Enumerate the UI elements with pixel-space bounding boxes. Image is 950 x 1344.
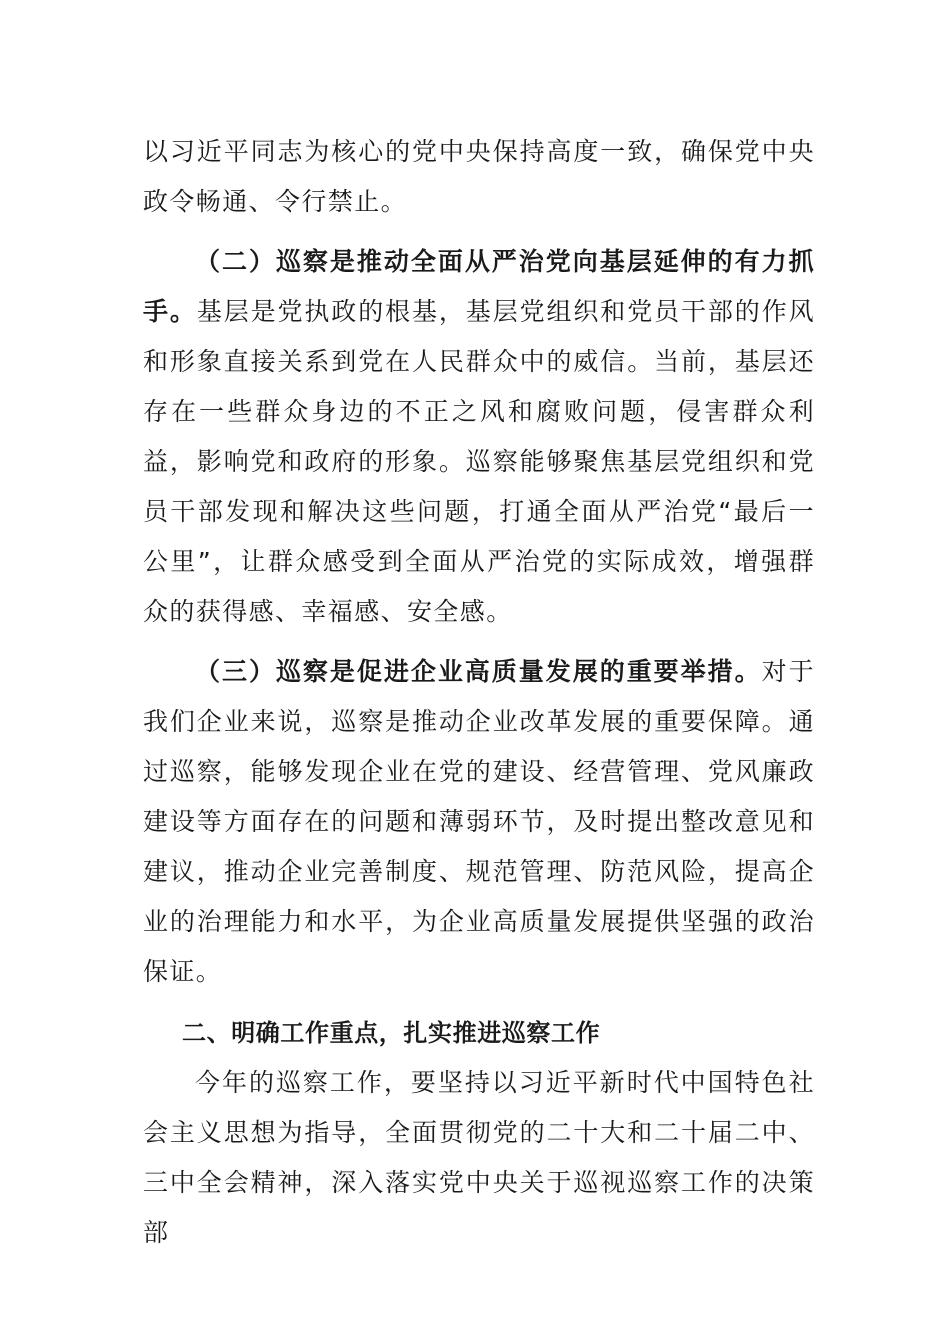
point-two-body: 基层是党执政的根基，基层党组织和党员干部的作风和形象直接关系到党在人民群众中的威信。当前，基层还存在一些群众身边的不正之风和腐败问题，侵害群众利益，影响党和政府的形象。巡察能够聚焦基层党组织和党员干部发现和解决这些问题，打通全面从严治党“最后一公里”，让群众感受到全面从严治党的实际成效，增强群众的获得感、幸福感、安全感。 [143,297,816,626]
point-two-heading: （二）巡察是推动全面从严治党向基层延伸的有力抓手。 [143,247,815,326]
paragraph-point-two [143,237,815,637]
point-three-heading: （三）巡察是促进企业高质量发展的重要举措。 [195,657,762,686]
point-three-body: 对于我们企业来说，巡察是推动企业改革发展的重要保障。通过巡察，能够发现企业在党的建设、经营管理、党风廉政建设等方面存在的问题和薄弱环节，及时提出整改意见和建议，推动企业完善制度、规范管理、防范风险，提高企业的治理能力和水平，为企业高质量发展提供坚强的政治保证。 [143,657,815,986]
document-page [143,127,815,1258]
section-intro-text: 今年的巡察工作，要坚持以习近平新时代中国特色社会主义思想为指导，全面贯彻党的二十大和二十届二中、三中全会精神，深入落实党中央关于巡视巡察工作的决策部 [143,1068,815,1247]
paragraph-text: 以习近平同志为核心的党中央保持高度一致，确保党中央政令畅通、令行禁止。 [143,137,815,216]
paragraph-continuation [143,127,815,227]
paragraph-section-intro [143,1058,815,1258]
section-heading: 二、明确工作重点，扎实推进巡察工作 [182,1019,601,1047]
paragraph-point-three [143,647,815,997]
